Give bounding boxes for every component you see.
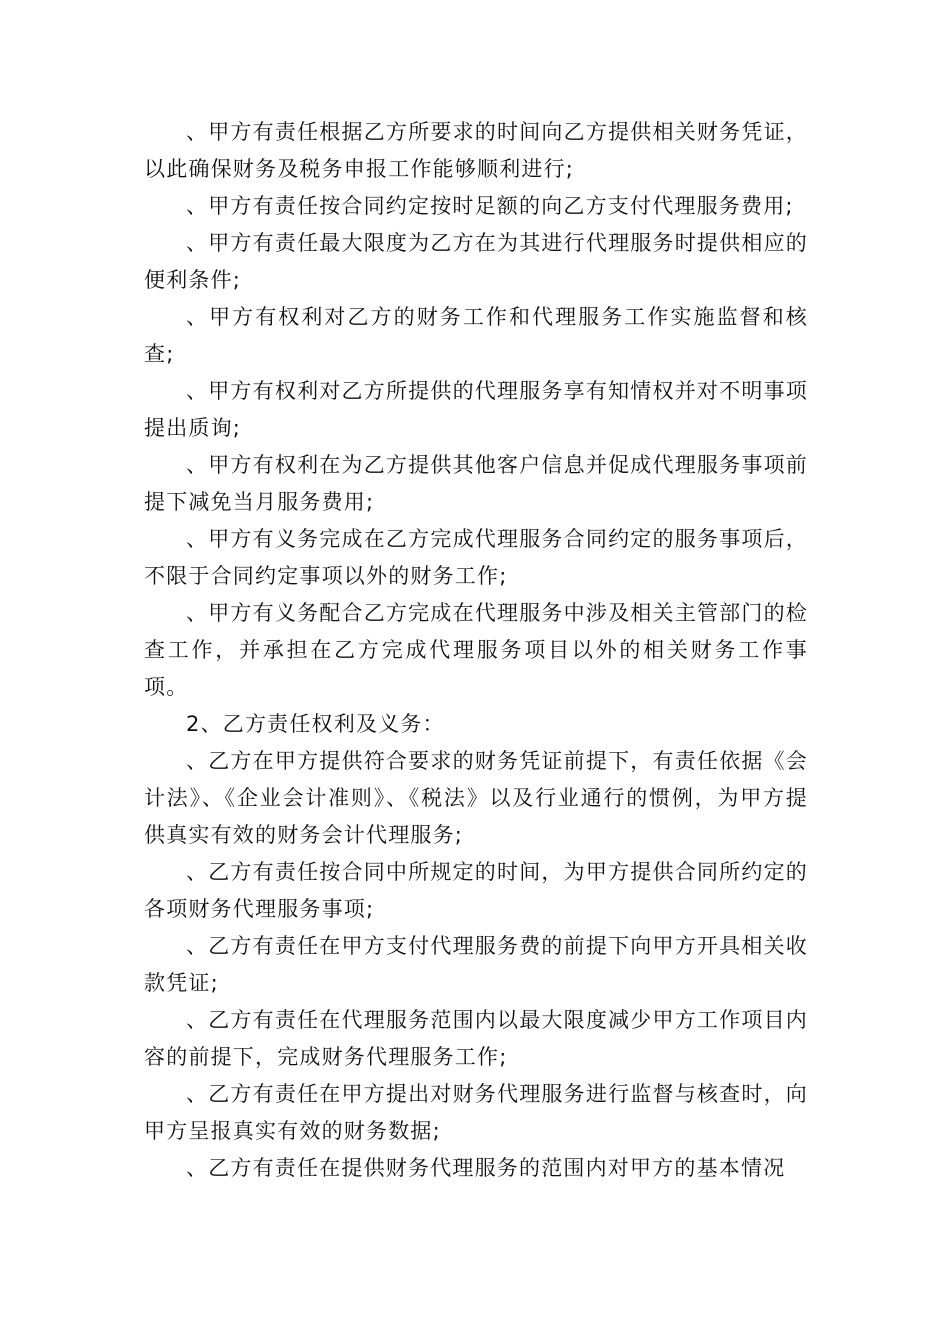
paragraph-10: 、乙方在甲方提供符合要求的财务凭证前提下，有责任依据《会计法》、《企业会计准则》、《税法》以及行业通行的惯例，为甲方提供真实有效的财务会计代理服务;	[144, 749, 808, 847]
paragraph-2: 、甲方有责任按合同约定按时足额的向乙方支付代理服务费用;	[186, 194, 794, 218]
paragraph-3: 、甲方有责任最大限度为乙方在为其进行代理服务时提供相应的便利条件;	[144, 231, 808, 292]
paragraph-14: 、乙方有责任在甲方提出对财务代理服务进行监督与核查时，向甲方呈报真实有效的财务数据;	[144, 1082, 808, 1143]
paragraph-8: 、甲方有义务配合乙方完成在代理服务中涉及相关主管部门的检查工作，并承担在乙方完成代理服务项目以外的相关财务工作事项。	[144, 601, 808, 699]
paragraph-11: 、乙方有责任按合同中所规定的时间，为甲方提供合同所约定的各项财务代理服务事项;	[144, 860, 808, 921]
section-heading: 2、乙方责任权利及义务：	[186, 712, 445, 736]
paragraph-5: 、甲方有权利对乙方所提供的代理服务享有知情权并对不明事项提出质询;	[144, 379, 808, 440]
paragraph-4: 、甲方有权利对乙方的财务工作和代理服务工作实施监督和核查;	[144, 305, 808, 366]
document-page	[144, 114, 808, 1187]
paragraph-15: 、乙方有责任在提供财务代理服务的范围内对甲方的基本情况	[186, 1156, 786, 1180]
paragraph-6: 、甲方有权利在为乙方提供其他客户信息并促成代理服务事项前提下减免当月服务费用;	[144, 453, 808, 514]
paragraph-13: 、乙方有责任在代理服务范围内以最大限度减少甲方工作项目内容的前提下，完成财务代理服务工作;	[144, 1008, 808, 1069]
paragraph-7: 、甲方有义务完成在乙方完成代理服务合同约定的服务事项后，不限于合同约定事项以外的财务工作;	[144, 527, 808, 588]
paragraph-1: 、甲方有责任根据乙方所要求的时间向乙方提供相关财务凭证，以此确保财务及税务申报工作能够顺利进行;	[144, 120, 808, 181]
paragraph-12: 、乙方有责任在甲方支付代理服务费的前提下向甲方开具相关收款凭证;	[144, 934, 808, 995]
